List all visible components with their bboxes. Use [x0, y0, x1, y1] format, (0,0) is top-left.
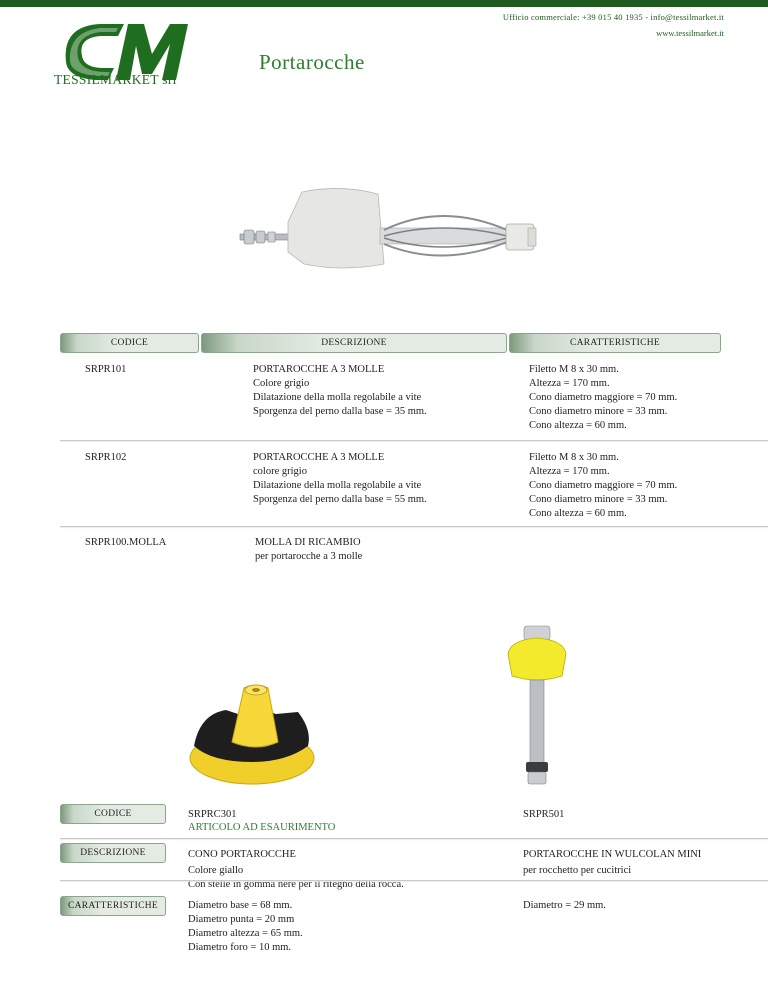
row2-description: PORTAROCCHE A 3 MOLLE colore grigio Dilatazione della molla regolabile a vite Sporgenza del perno dalla base = 55 mm.: [253, 452, 427, 505]
row3-description: MOLLA DI RICAMBIO per portarocche a 3 molle: [255, 537, 363, 562]
header-codice: CODICE: [60, 333, 199, 353]
row2-code: SRPR102: [85, 452, 127, 463]
page-title: Portarocche: [259, 50, 365, 74]
label-caratteristiche: CARATTERISTICHE: [60, 896, 166, 916]
product-b-features: Diametro = 29 mm.: [523, 900, 606, 911]
product-b-code: SRPR501: [523, 809, 565, 820]
portarocche-3-molle-image: [232, 186, 542, 270]
product-a-description: CONO PORTAROCCHE Colore giallo Con stelle in gomma nere per il ritegno della rocca.: [188, 849, 404, 890]
row-divider: [60, 526, 768, 527]
product-a-code: SRPRC301 ARTICOLO AD ESAURIMENTO: [188, 809, 336, 833]
row-divider: [60, 880, 768, 881]
row-divider: [60, 838, 768, 839]
label-descrizione: DESCRIZIONE: [60, 843, 166, 863]
product-a-features: Diametro base = 68 mm. Diametro punta = 20 mm Diametro altezza = 65 mm. Diametro foro = 10 mm.: [188, 900, 303, 953]
row-divider: [60, 440, 768, 441]
header-caratteristiche: CARATTERISTICHE: [509, 333, 721, 353]
portarocche-wulcolan-image: [504, 624, 570, 788]
row2-features: Filetto M 8 x 30 mm. Altezza = 170 mm. Cono diametro maggiore = 70 mm. Cono diametro minore = 33 mm. Cono altezza = 60 mm.: [529, 452, 678, 519]
row1-features: Filetto M 8 x 30 mm. Altezza = 170 mm. Cono diametro maggiore = 70 mm. Cono diametro minore = 33 mm. Cono altezza = 60 mm.: [529, 364, 678, 431]
company-name: TESSILMARKET srl: [54, 72, 177, 87]
row1-description: PORTAROCCHE A 3 MOLLE Colore grigio Dilatazione della molla regolabile a vite Sporgenza del perno dalla base = 35 mm.: [253, 364, 427, 417]
discontinued-note: ARTICOLO AD ESAURIMENTO: [188, 822, 336, 833]
row3-code: SRPR100.MOLLA: [85, 537, 167, 548]
label-codice: CODICE: [60, 804, 166, 824]
header-descrizione: DESCRIZIONE: [201, 333, 507, 353]
contact-info: Ufficio commerciale: +39 015 40 1935 - info@tessilmarket.it: [502, 12, 724, 22]
product-b-description: PORTAROCCHE IN WULCOLAN MINI per rocchetto per cucitrici: [523, 849, 702, 876]
row1-code: SRPR101: [85, 364, 127, 375]
website-link[interactable]: www.tessilmarket.it: [656, 28, 724, 38]
top-bar: [0, 0, 768, 7]
cono-portarocche-image: [186, 680, 316, 786]
